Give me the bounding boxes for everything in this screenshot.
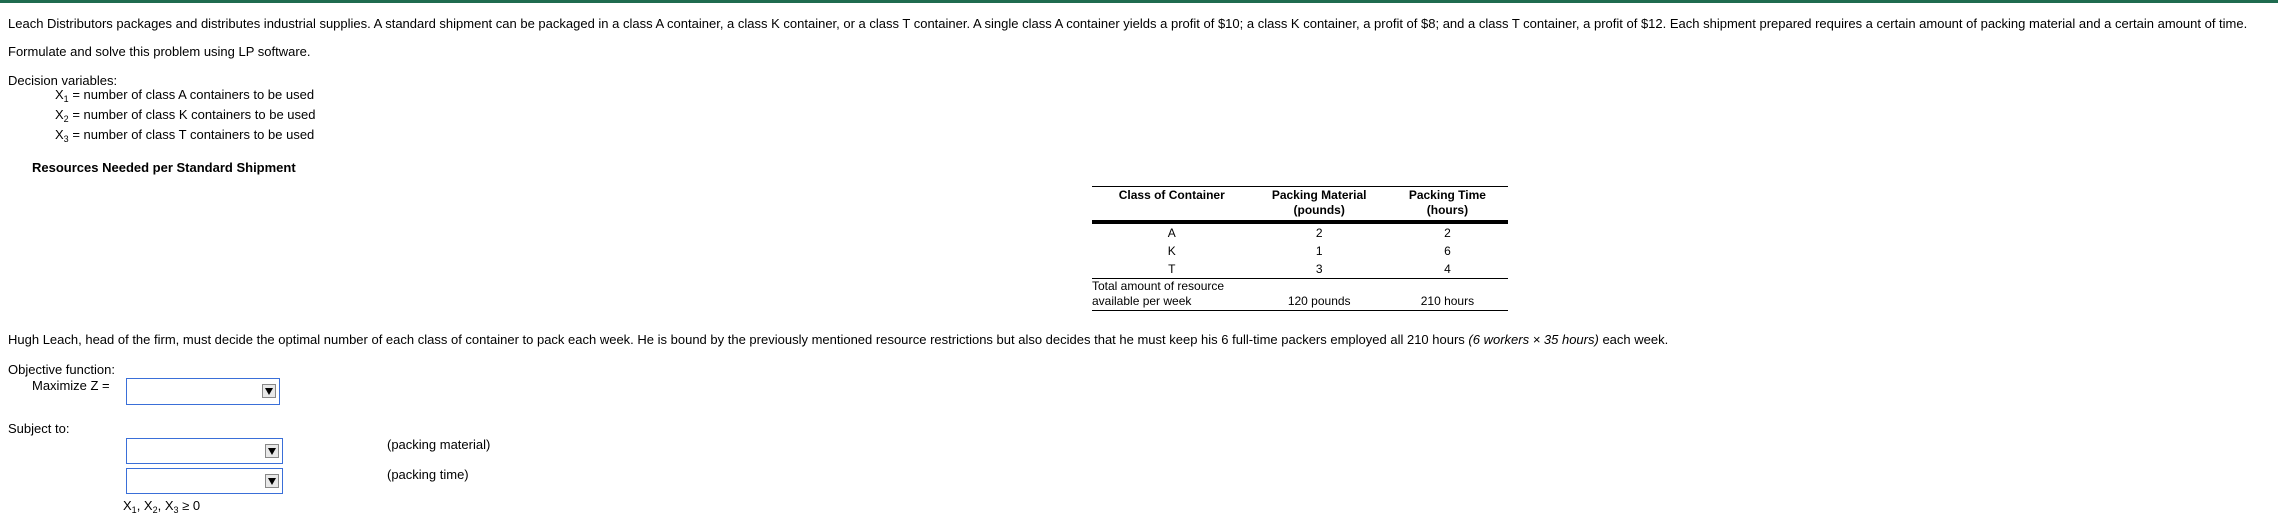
variable-x3 xyxy=(55,127,314,144)
instruction-text: Formulate and solve this problem using LP software. xyxy=(8,44,311,59)
cell-class: A xyxy=(1167,226,1176,240)
variable-subscript: 1 xyxy=(63,94,69,104)
variable-description: = number of class A containers to be used xyxy=(72,87,315,102)
nonnegativity-constraint: $X_1$, $X_2$, $X_3 \ge 0$ xyxy=(123,498,201,515)
totals-row xyxy=(1092,279,1508,311)
variable-x1 xyxy=(55,87,314,104)
variable-description: = number of class K containers to be used xyxy=(72,107,316,122)
cell-time: 2 xyxy=(1444,226,1451,240)
cell-material: 1 xyxy=(1315,244,1323,258)
scenario-paragraph: Hugh Leach, head of the firm, must decide the optimal number of each class of container to pack each week. He is bound by the previously mentioned resource restrictions but also decides that he must keep his 6 full-time packers employed all 210 hours (6 workers × 35 hours) each week. xyxy=(8,332,1669,347)
table-row xyxy=(1092,222,1508,242)
table-row xyxy=(1092,260,1508,279)
chevron-down-icon[interactable] xyxy=(265,474,279,488)
variable-subscript: 3 xyxy=(63,134,69,144)
decision-variables-header: Decision variables: xyxy=(8,73,118,88)
intro-paragraph: Leach Distributors packages and distributes industrial supplies. A standard shipment can be packaged in a class A container, a class K container, or a class T container. A single class A container yields a profit of $10; a class K container, a profit of $8; and a class T container, a profit of $12. Each shipment prepared requires a certain amount of packing material and a certain amount of time. xyxy=(8,16,2248,31)
header-class: Class of Container xyxy=(1092,187,1252,223)
header-material: Packing Material (pounds) xyxy=(1252,187,1387,223)
cell-time: 4 xyxy=(1387,260,1508,279)
variable-symbol: X xyxy=(55,107,64,122)
cell-material: 2 xyxy=(1315,226,1323,240)
objective-header: Objective function: xyxy=(8,362,115,377)
chevron-down-icon[interactable] xyxy=(262,384,276,398)
top-accent-bar xyxy=(0,0,2278,3)
packing-time-constraint-select[interactable] xyxy=(126,468,283,494)
table-header-row xyxy=(1092,187,1508,223)
cell-time: 6 xyxy=(1444,244,1451,258)
packing-material-constraint-select[interactable] xyxy=(126,438,283,464)
cell-material: 3 xyxy=(1252,260,1387,279)
total-material: 120 pounds xyxy=(1252,279,1387,311)
cell-class: K xyxy=(1167,244,1176,258)
resources-table xyxy=(1092,186,1508,311)
variable-symbol: X xyxy=(55,87,64,102)
header-time: Packing Time (hours) xyxy=(1387,187,1508,223)
variable-symbol: X xyxy=(55,127,64,142)
maximize-label: Maximize Z = xyxy=(32,378,110,393)
constraint-label-material: (packing material) xyxy=(387,437,491,452)
chevron-down-icon[interactable] xyxy=(265,444,279,458)
cell-class: T xyxy=(1092,260,1252,279)
variable-description: = number of class T containers to be used xyxy=(72,127,315,142)
variable-x2 xyxy=(55,107,315,124)
table-row xyxy=(1092,242,1508,260)
variable-subscript: 2 xyxy=(63,114,69,124)
total-time: 210 hours xyxy=(1387,279,1508,311)
objective-function-select[interactable] xyxy=(126,378,280,405)
constraint-label-time: (packing time) xyxy=(387,467,469,482)
resources-title: Resources Needed per Standard Shipment xyxy=(32,160,296,175)
subject-to-label: Subject to: xyxy=(8,421,70,436)
totals-label: Total amount of resource available per week xyxy=(1092,279,1252,311)
